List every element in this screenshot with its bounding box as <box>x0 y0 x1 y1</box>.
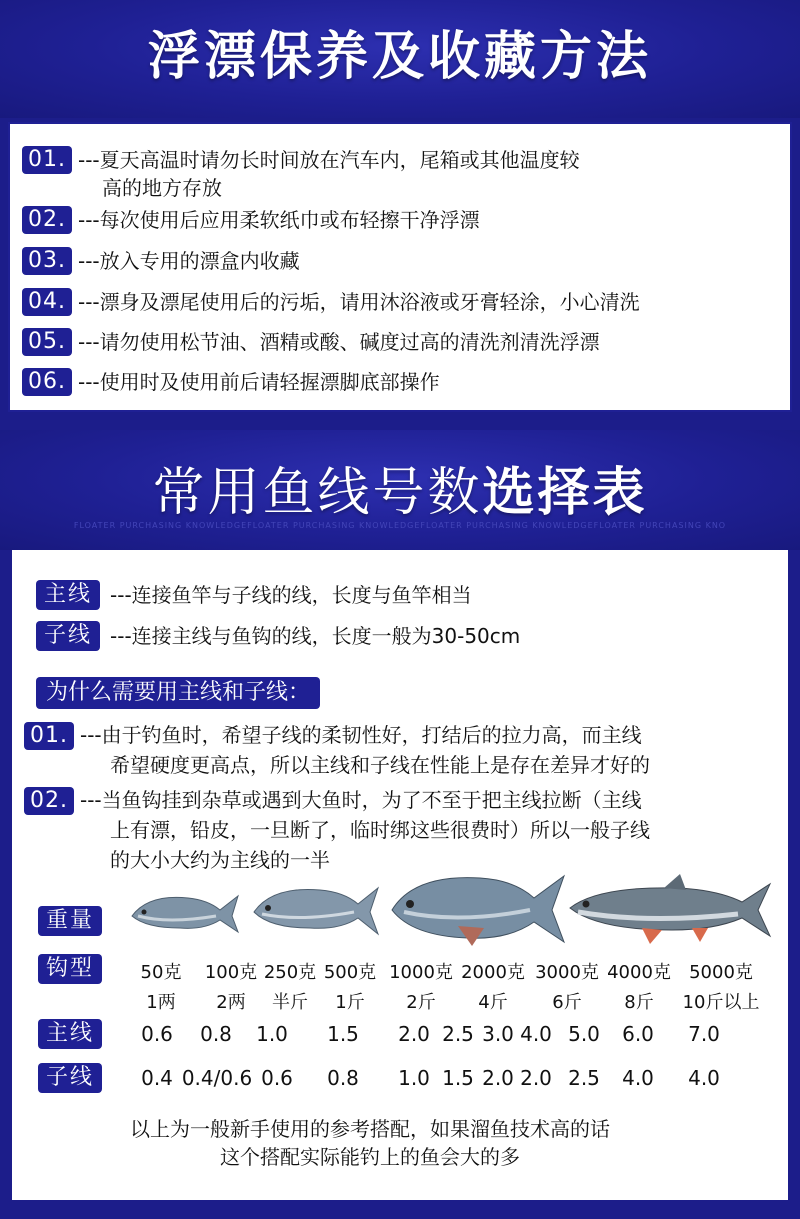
sub-line-value: 1.5 <box>442 1066 474 1090</box>
weight-label: 重量 <box>38 906 102 936</box>
reason-line: 希望硬度更高点，所以主线和子线在性能上是存在差异才好的 <box>110 753 650 777</box>
line-title-regular: 常用鱼线号数 <box>152 463 483 523</box>
main-line-value: 2.0 <box>398 1022 430 1046</box>
hook-grams-cell: 2000克 <box>461 962 525 983</box>
reason-line: 的大小大约为主线的一半 <box>110 848 330 872</box>
hook-jin-cell: 8斤 <box>624 992 654 1013</box>
care-item-05 <box>22 328 600 356</box>
main-line-label: 主线 <box>38 1019 102 1049</box>
reason-number: 02. <box>24 787 74 815</box>
care-item-03 <box>22 247 300 275</box>
fish-medium-icon <box>250 880 380 940</box>
hook-label: 钩型 <box>38 954 102 984</box>
care-number: 01. <box>22 146 72 174</box>
care-text: ---使用时及使用前后请轻握漂脚底部操作 <box>78 370 440 394</box>
main-line-value: 4.0 <box>520 1022 552 1046</box>
hook-grams-cell: 1000克 <box>389 962 453 983</box>
hook-jin-cell: 10斤以上 <box>682 992 760 1013</box>
sub-line-value: 0.8 <box>327 1066 359 1090</box>
fish-small-icon <box>128 888 240 938</box>
sub-line-value: 0.4/0.6 <box>181 1066 253 1090</box>
hook-jin-cell: 1两 <box>146 992 176 1013</box>
care-number: 04. <box>22 288 72 316</box>
main-line-value: 6.0 <box>622 1022 654 1046</box>
care-item-01 <box>22 146 580 174</box>
note-line: 这个搭配实际能钓上的鱼会大的多 <box>220 1145 520 1169</box>
hook-grams-cell: 50克 <box>140 962 182 983</box>
care-item-06 <box>22 368 440 396</box>
hook-grams-cell: 4000克 <box>607 962 671 983</box>
care-text: ---请勿使用松节油、酒精或酸、碱度过高的清洗剂清洗浮漂 <box>78 330 600 354</box>
care-number: 06. <box>22 368 72 396</box>
hook-jin-cell: 2两 <box>216 992 246 1013</box>
sub-line-value: 4.0 <box>688 1066 720 1090</box>
main-line-tag: 主线 <box>36 580 100 610</box>
sub-line-value: 2.0 <box>520 1066 552 1090</box>
sub-line-label: 子线 <box>38 1063 102 1093</box>
care-number: 03. <box>22 247 72 275</box>
why-label: 为什么需要用主线和子线： <box>36 677 320 709</box>
line-title <box>0 458 800 528</box>
hook-jin-cell: 2斤 <box>406 992 436 1013</box>
care-text: ---夏天高温时请勿长时间放在汽车内，尾箱或其他温度较 <box>78 148 580 172</box>
sub-line-value: 1.0 <box>398 1066 430 1090</box>
sub-line-value: 0.4 <box>141 1066 173 1090</box>
hook-grams-cell: 250克 <box>263 962 317 983</box>
hook-jin-cell: 半斤 <box>272 992 308 1013</box>
main-line-value: 0.8 <box>200 1022 232 1046</box>
fish-large-icon <box>388 866 566 948</box>
sub-line-tag: 子线 <box>36 621 100 651</box>
hook-grams-cell: 3000克 <box>535 962 599 983</box>
main-line-value: 5.0 <box>568 1022 600 1046</box>
main-line-value: 1.0 <box>256 1022 288 1046</box>
care-text: ---每次使用后应用柔软纸巾或布轻擦干净浮漂 <box>78 208 480 232</box>
sub-line-definition: ---连接主线与鱼钩的线，长度一般为30-50cm <box>110 624 521 648</box>
main-line-value: 3.0 <box>482 1022 514 1046</box>
care-number: 02. <box>22 206 72 234</box>
def-sub-line <box>36 621 520 651</box>
hook-grams-cell: 500克 <box>323 962 377 983</box>
sub-line-value: 2.5 <box>568 1066 600 1090</box>
reason-line: ---当鱼钩挂到杂草或遇到大鱼时，为了不至于把主线拉断（主线 <box>80 788 642 812</box>
watermark-text: FLOATER PURCHASING KNOWLEDGEFLOATER PURCHASING KNOWLEDGEFLOATER PURCHASING KNOWLEDGEFLOATER PURCHASING KNO <box>73 521 727 530</box>
care-text: ---放入专用的漂盒内收藏 <box>78 249 300 273</box>
main-line-value: 2.5 <box>442 1022 474 1046</box>
hook-grams-cell: 100克 <box>204 962 258 983</box>
care-text-continued: 高的地方存放 <box>102 176 222 200</box>
hook-jin-cell: 1斤 <box>335 992 365 1013</box>
care-item-02 <box>22 206 480 234</box>
hook-grams-cell: 5000克 <box>689 962 753 983</box>
care-number: 05. <box>22 328 72 356</box>
care-text: ---漂身及漂尾使用后的污垢，请用沐浴液或牙膏轻涂，小心清洗 <box>78 290 640 314</box>
main-line-value: 7.0 <box>688 1022 720 1046</box>
fish-xlarge-icon <box>568 872 772 948</box>
sub-line-value: 4.0 <box>622 1066 654 1090</box>
main-line-definition: ---连接鱼竿与子线的线，长度与鱼竿相当 <box>110 583 472 607</box>
care-title: 浮漂保养及收藏方法 <box>147 27 652 87</box>
main-line-value: 0.6 <box>141 1022 173 1046</box>
sub-line-value: 0.6 <box>261 1066 293 1090</box>
def-main-line <box>36 580 472 610</box>
main-line-value: 1.5 <box>327 1022 359 1046</box>
reason-line: 上有漂，铅皮，一旦断了，临时绑这些很费时）所以一般子线 <box>110 818 650 842</box>
hook-jin-cell: 6斤 <box>552 992 582 1013</box>
note-line: 以上为一般新手使用的参考搭配，如果溜鱼技术高的话 <box>130 1117 610 1141</box>
line-title-bold: 选择表 <box>482 463 648 523</box>
reason-number: 01. <box>24 722 74 750</box>
care-item-04 <box>22 288 640 316</box>
hook-jin-cell: 4斤 <box>478 992 508 1013</box>
sub-line-value: 2.0 <box>482 1066 514 1090</box>
reason-line: ---由于钓鱼时，希望子线的柔韧性好，打结后的拉力高，而主线 <box>80 723 642 747</box>
